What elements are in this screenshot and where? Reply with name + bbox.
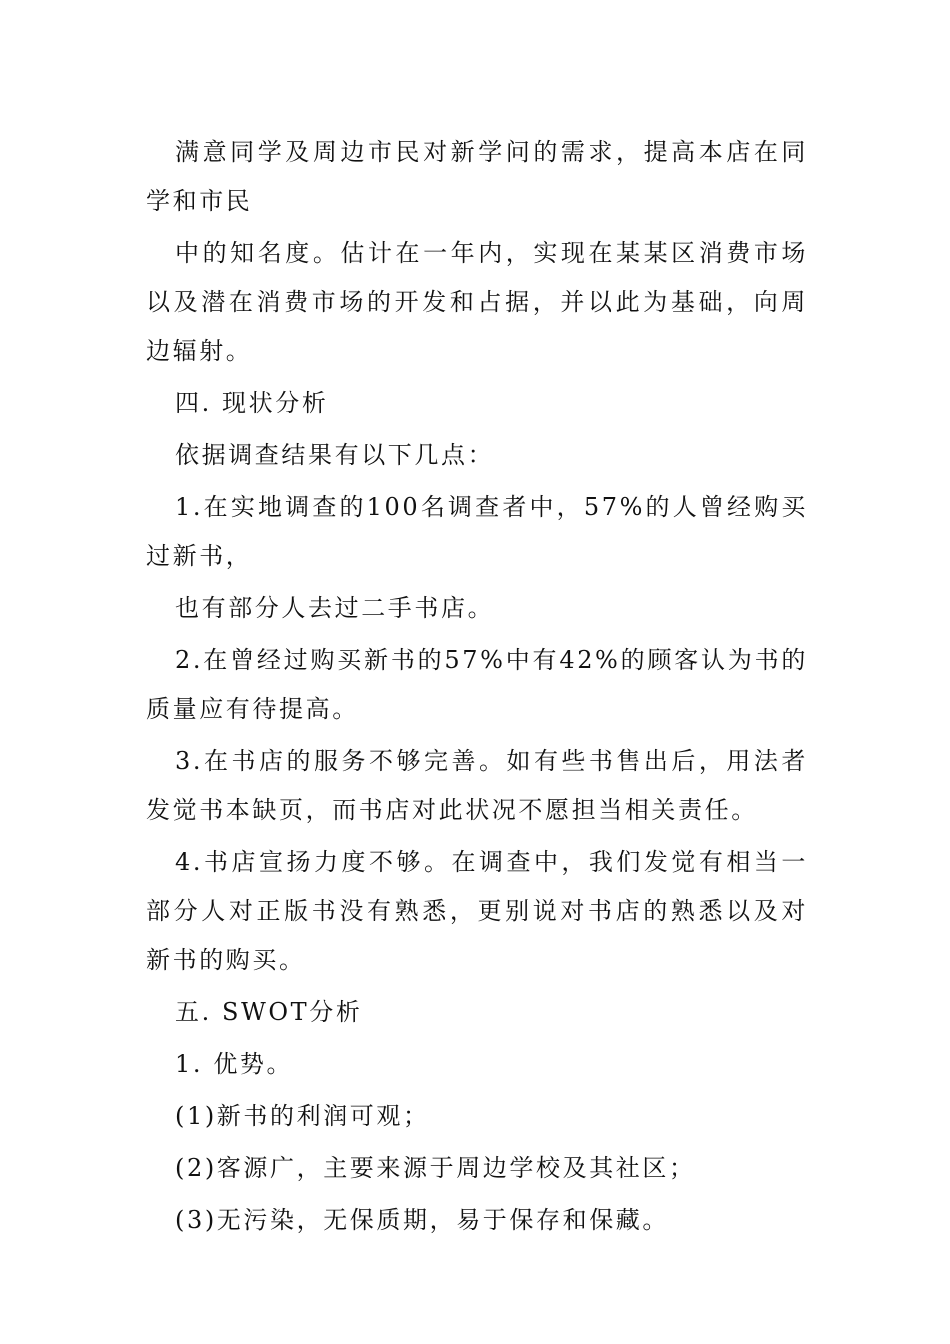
list-item-strength-1: (1)新书的利润可观； (175, 1102, 430, 1130)
subheading-strengths: 1. 优势。 (175, 1050, 294, 1078)
paragraph-intro: 满意同学及周边市民对新学问的需求，提高本店在同学和市民 (146, 138, 808, 215)
list-item-strength-3: (3)无污染，无保质期，易于保存和保藏。 (175, 1206, 669, 1234)
list-item-finding-3: 3.在书店的服务不够完善。如有些书售出后，用法者发觉书本缺页，而书店对此状况不愿担当相关责任。 (146, 747, 808, 824)
section-heading-status-analysis: 四. 现状分析 (175, 389, 329, 417)
list-item-finding-1: 1.在实地调查的100名调查者中，57%的人曾经购买过新书， (146, 493, 808, 570)
list-item-strength-2: (2)客源广，主要来源于周边学校及其社区； (175, 1154, 696, 1182)
list-item-finding-2: 2.在曾经过购买新书的57%中有42%的顾客认为书的质量应有待提高。 (146, 646, 808, 723)
paragraph-goal: 中的知名度。估计在一年内，实现在某某区消费市场以及潜在消费市场的开发和占据，并以此为基础，向周边辐射。 (146, 239, 808, 365)
document-body (146, 128, 808, 1248)
paragraph-survey-intro: 依据调查结果有以下几点： (175, 441, 495, 469)
paragraph-finding-1-continued: 也有部分人去过二手书店。 (175, 594, 495, 622)
section-heading-swot: 五. SWOT分析 (175, 998, 363, 1026)
list-item-finding-4: 4.书店宣扬力度不够。在调查中，我们发觉有相当一部分人对正版书没有熟悉，更别说对书店的熟悉以及对新书的购买。 (146, 848, 808, 974)
